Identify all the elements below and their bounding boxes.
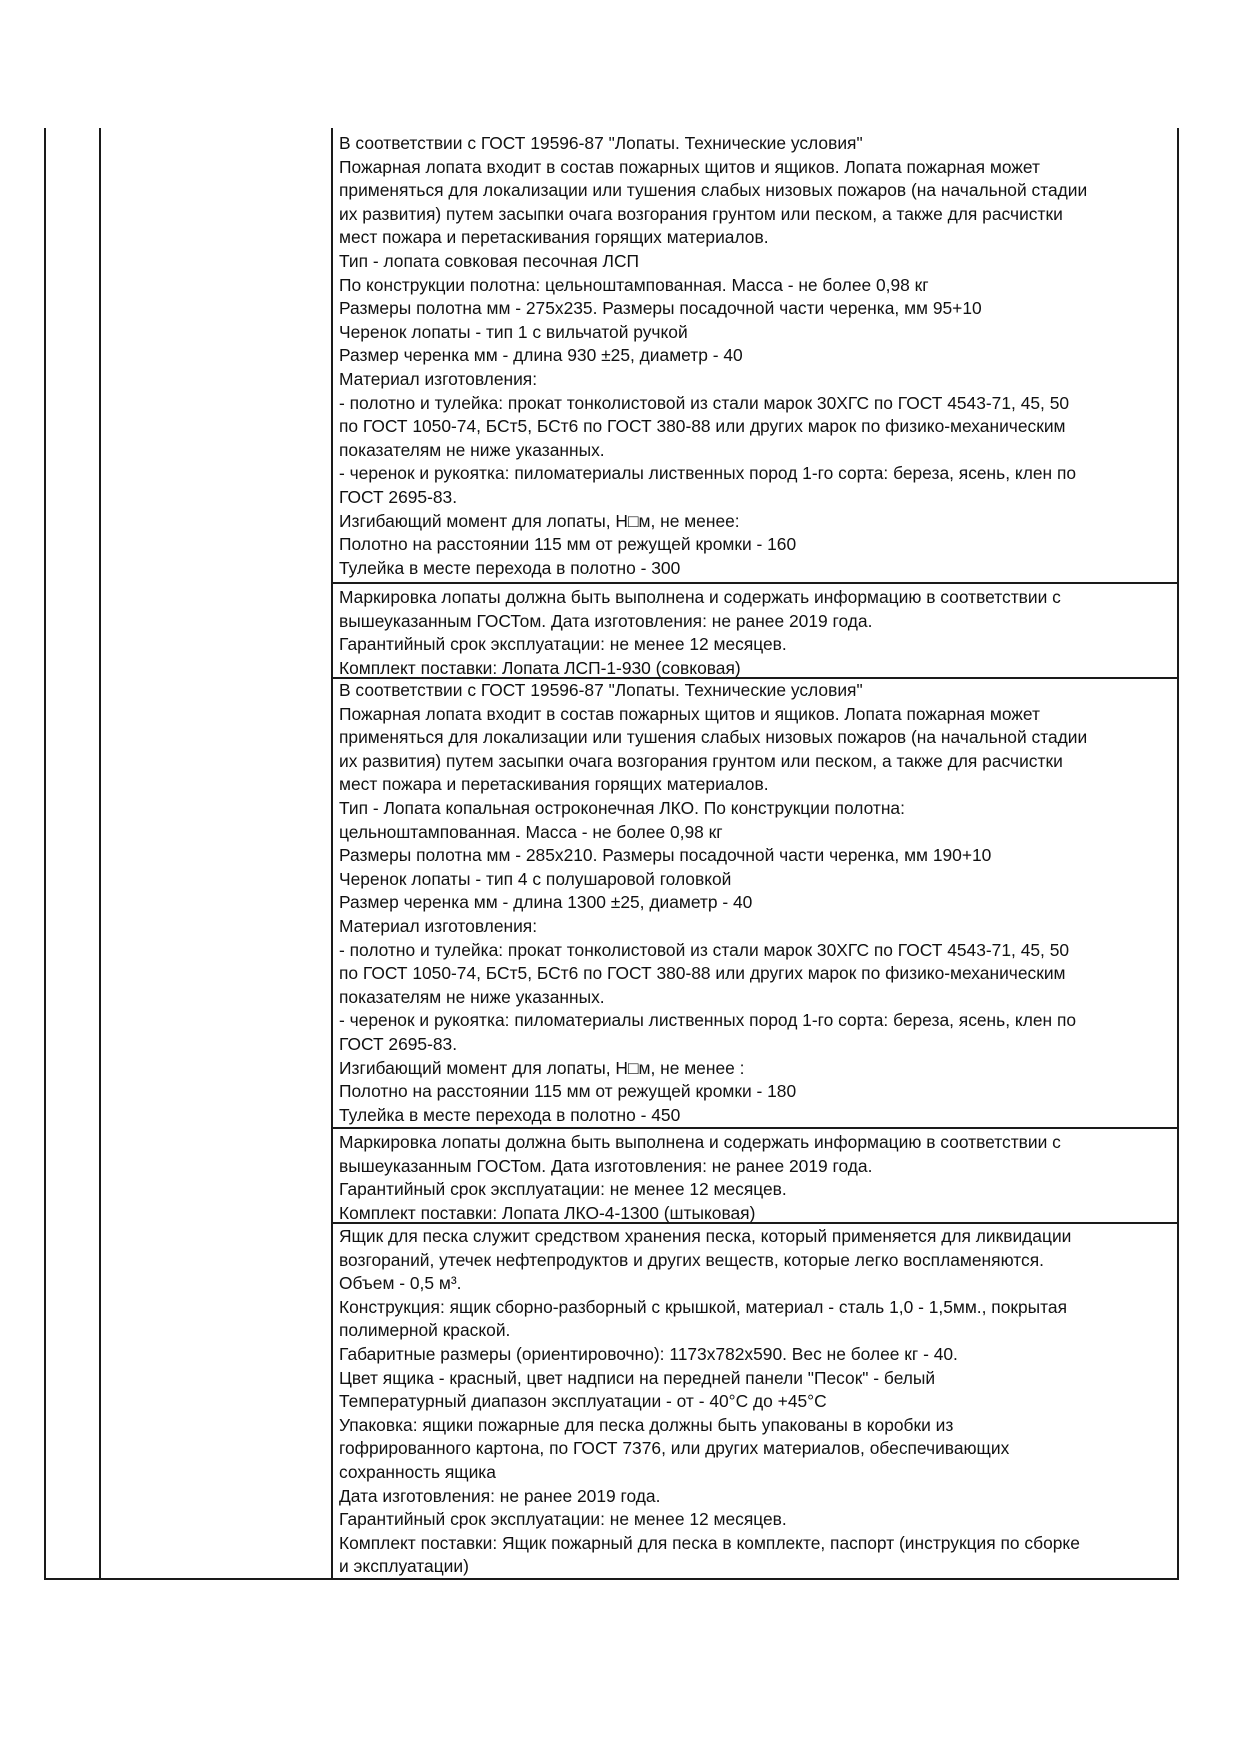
text-line: ГОСТ 2695-83. bbox=[339, 1033, 458, 1054]
text-line: Упаковка: ящики пожарные для песка должны быть упакованы в коробки из bbox=[339, 1414, 954, 1435]
row-divider-3 bbox=[331, 1127, 1179, 1129]
text-line: По конструкции полотна: цельноштампованная. Масса - не более 0,98 кг bbox=[339, 274, 929, 295]
text-line: Изгибающий момент для лопаты, Н□м, не менее : bbox=[339, 1057, 745, 1078]
text-line: В соответствии с ГОСТ 19596-87 "Лопаты. Технические условия" bbox=[339, 133, 863, 153]
text-line: Дата изготовления: не ранее 2019 года. bbox=[339, 1485, 661, 1506]
text-line: применяться для локализации или тушения слабых низовых пожаров (на начальной стадии bbox=[339, 180, 1088, 201]
text-line: по ГОСТ 1050-74, БСт5, БСт6 по ГОСТ 380-88 или других марок по физико-механическим bbox=[339, 963, 1066, 984]
text-line: Цвет ящика - красный, цвет надписи на передней панели "Песок" - белый bbox=[339, 1367, 936, 1388]
table-divider-col1 bbox=[99, 128, 101, 1579]
text-line: возгораний, утечек нефтепродуктов и других веществ, которые легко воспламеняются. bbox=[339, 1249, 1044, 1270]
text-line: их развития) путем засыпки очага возгорания грунтом или песком, а также для расчистки bbox=[339, 750, 1063, 771]
text-line: Ящик для песка служит средством хранения песка, который применяется для ликвидации bbox=[339, 1226, 1072, 1246]
text-line: Температурный диапазон эксплуатации - от - 40°С до +45°С bbox=[339, 1391, 827, 1412]
text-line: Комплект поставки: Лопата ЛКО-4-1300 (штыковая) bbox=[339, 1202, 756, 1222]
text-line: Тип - Лопата копальная остроконечная ЛКО. По конструкции полотна: bbox=[339, 797, 905, 818]
text-line: по ГОСТ 1050-74, БСт5, БСт6 по ГОСТ 380-88 или других марок по физико-механическим bbox=[339, 416, 1066, 437]
text-line: Полотно на расстоянии 115 мм от режущей кромки - 180 bbox=[339, 1081, 797, 1102]
text-line: применяться для локализации или тушения слабых низовых пожаров (на начальной стадии bbox=[339, 727, 1088, 748]
text-line: сохранность ящика bbox=[339, 1461, 496, 1482]
text-line: Маркировка лопаты должна быть выполнена и содержать информацию в соответствии с bbox=[339, 587, 1061, 607]
spec-cell-shovel-lko bbox=[333, 679, 1177, 1127]
text-line: Конструкция: ящик сборно-разборный с крышкой, материал - сталь 1,0 - 1,5мм., покрытая bbox=[339, 1296, 1068, 1317]
text-line: Пожарная лопата входит в состав пожарных щитов и ящиков. Лопата пожарная может bbox=[339, 156, 1040, 177]
text-line: Габаритные размеры (ориентировочно): 1173х782х590. Вес не более кг - 40. bbox=[339, 1343, 958, 1364]
text-line: Изгибающий момент для лопаты, Н□м, не менее: bbox=[339, 510, 740, 531]
row-divider-1 bbox=[331, 582, 1179, 584]
text-line: вышеуказанным ГОСТом. Дата изготовления: не ранее 2019 года. bbox=[339, 1155, 873, 1176]
text-line: мест пожара и перетаскивания горящих материалов. bbox=[339, 227, 769, 248]
text-line: Размеры полотна мм - 275х235. Размеры посадочной части черенка, мм 95+10 bbox=[339, 298, 982, 319]
text-line: - полотно и тулейка: прокат тонколистовой из стали марок 30ХГС по ГОСТ 4543-71, 45, 50 bbox=[339, 392, 1070, 413]
table-border-left bbox=[44, 128, 46, 1579]
text-line: показателям не ниже указанных. bbox=[339, 439, 605, 460]
text-line: Тулейка в месте перехода в полотно - 300 bbox=[339, 557, 681, 578]
text-line: Размер черенка мм - длина 1300 ±25, диаметр - 40 bbox=[339, 892, 753, 913]
text-line: полимерной краской. bbox=[339, 1320, 511, 1341]
text-line: - черенок и рукоятка: пиломатериалы лиственных пород 1-го сорта: береза, ясень, клен по bbox=[339, 463, 1077, 484]
text-line: - полотно и тулейка: прокат тонколистовой из стали марок 30ХГС по ГОСТ 4543-71, 45, 50 bbox=[339, 939, 1070, 960]
text-line: Размер черенка мм - длина 930 ±25, диаметр - 40 bbox=[339, 345, 743, 366]
text-line: - черенок и рукоятка: пиломатериалы лиственных пород 1-го сорта: береза, ясень, клен по bbox=[339, 1010, 1077, 1031]
table-border-bottom bbox=[44, 1578, 1179, 1580]
text-line: Размеры полотна мм - 285х210. Размеры посадочной части черенка, мм 190+10 bbox=[339, 845, 992, 866]
marking-cell-lsp bbox=[333, 586, 1177, 677]
text-line: вышеуказанным ГОСТом. Дата изготовления: не ранее 2019 года. bbox=[339, 610, 873, 631]
text-line: Полотно на расстоянии 115 мм от режущей кромки - 160 bbox=[339, 534, 797, 555]
text-line: Гарантийный срок эксплуатации: не менее 12 месяцев. bbox=[339, 1509, 787, 1530]
table-border-right bbox=[1177, 128, 1179, 1579]
row-divider-4 bbox=[331, 1222, 1179, 1224]
text-line: Гарантийный срок эксплуатации: не менее 12 месяцев. bbox=[339, 634, 787, 655]
text-line: мест пожара и перетаскивания горящих материалов. bbox=[339, 774, 769, 795]
marking-cell-lko bbox=[333, 1131, 1177, 1222]
text-line: Тип - лопата совковая песочная ЛСП bbox=[339, 250, 640, 271]
text-line: Гарантийный срок эксплуатации: не менее 12 месяцев. bbox=[339, 1179, 787, 1200]
text-line: и эксплуатации) bbox=[339, 1556, 469, 1577]
text-line: ГОСТ 2695-83. bbox=[339, 486, 458, 507]
spec-cell-sand-box bbox=[333, 1225, 1177, 1578]
text-line: Объем - 0,5 м³. bbox=[339, 1273, 462, 1294]
spec-cell-shovel-lsp bbox=[333, 132, 1177, 582]
text-line: Материал изготовления: bbox=[339, 915, 538, 936]
text-line: Комплект поставки: Лопата ЛСП-1-930 (совковая) bbox=[339, 657, 741, 677]
text-line: Материал изготовления: bbox=[339, 368, 538, 389]
text-line: их развития) путем засыпки очага возгорания грунтом или песком, а также для расчистки bbox=[339, 203, 1063, 224]
text-line: гофрированного картона, по ГОСТ 7376, или других материалов, обеспечивающих bbox=[339, 1438, 1010, 1459]
text-line: Тулейка в месте перехода в полотно - 450 bbox=[339, 1104, 681, 1125]
text-line: Комплект поставки: Ящик пожарный для песка в комплекте, паспорт (инструкция по сборке bbox=[339, 1532, 1080, 1553]
text-line: цельноштампованная. Масса - не более 0,98 кг bbox=[339, 821, 723, 842]
text-line: показателям не ниже указанных. bbox=[339, 986, 605, 1007]
text-line: Маркировка лопаты должна быть выполнена и содержать информацию в соответствии с bbox=[339, 1132, 1061, 1152]
text-line: В соответствии с ГОСТ 19596-87 "Лопаты. Технические условия" bbox=[339, 680, 863, 700]
text-line: Черенок лопаты - тип 4 с полушаровой головкой bbox=[339, 868, 732, 889]
text-line: Черенок лопаты - тип 1 с вильчатой ручкой bbox=[339, 321, 688, 342]
text-line: Пожарная лопата входит в состав пожарных щитов и ящиков. Лопата пожарная может bbox=[339, 703, 1040, 724]
